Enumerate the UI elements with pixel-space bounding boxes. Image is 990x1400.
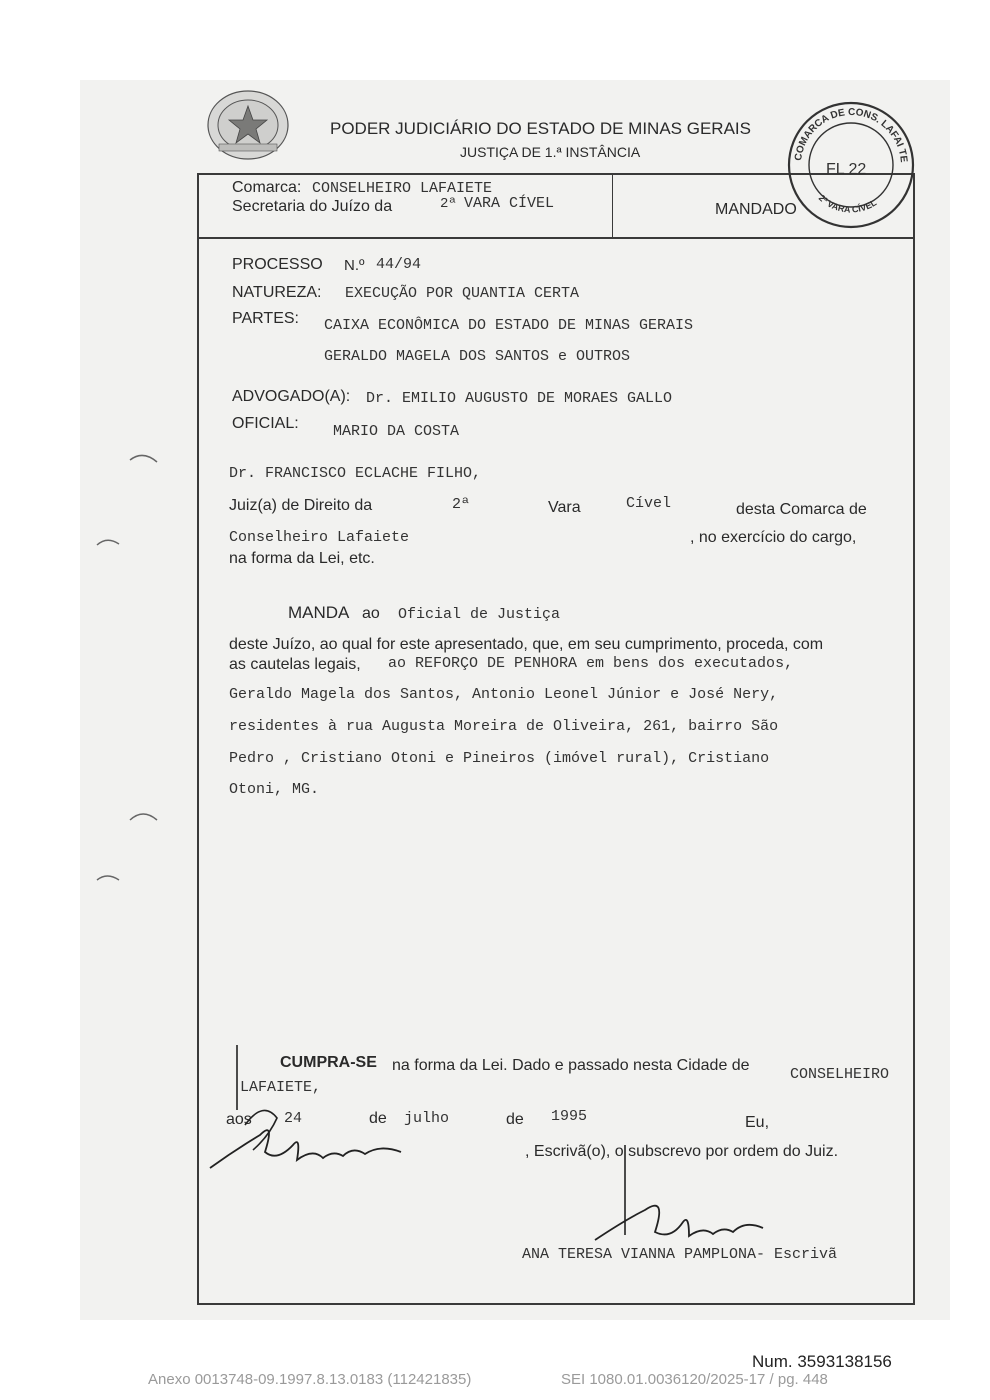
vara-label: Vara [548,499,581,516]
stamp-center: FL 22 [826,161,867,178]
header-subtitle: JUSTIÇA DE 1.ª INSTÂNCIA [460,144,641,160]
eu-label: Eu, [745,1114,770,1131]
month-value: julho [404,1110,450,1127]
manda-label: MANDA [288,603,350,622]
vara-num: 2ª [452,496,471,513]
frame-divider [197,237,915,239]
body-line-e: Pedro , Cristiano Otoni e Pineiros (imóvel rural), Cristiano [229,750,770,767]
doc-type: MANDADO [715,201,797,218]
signature-mark-icon [205,1040,415,1180]
advogado-value: Dr. EMILIO AUGUSTO DE MORAES GALLO [366,390,673,407]
escriva-text: , Escrivã(o), o subscrevo por ordem do Juiz. [525,1143,839,1160]
processo-value: 44/94 [376,256,422,273]
juiz-label: Juiz(a) de Direito da [229,497,373,514]
cumpra-text: na forma da Lei. Dado e passado nesta Cidade de [392,1057,750,1074]
header-title: PODER JUDICIÁRIO DO ESTADO DE MINAS GERAIS [330,119,751,138]
svg-text:2ª VARA CÍVEL [817,193,879,215]
frame-vertical-divider [612,173,613,237]
forma-lei-text: na forma da Lei, etc. [229,550,375,567]
punch-marks-icon [95,440,165,910]
secretaria-value: VARA CÍVEL [464,195,555,212]
advogado-label: ADVOGADO(A): [232,388,351,405]
body-line-a: deste Juízo, ao qual for este apresentado, que, em seu cumprimento, proceda, com [229,636,824,653]
footer-annex: Anexo 0013748-09.1997.8.13.0183 (112421835) [148,1371,472,1388]
oficial-value: MARIO DA COSTA [333,423,460,440]
cumpra-label: CUMPRA-SE [280,1054,377,1071]
secretaria-label: Secretaria do Juízo da [232,198,393,215]
aos-label: aos [226,1111,252,1128]
year-value: 1995 [551,1108,588,1125]
parte-1: CAIXA ECONÔMICA DO ESTADO DE MINAS GERAIS [324,317,694,334]
natureza-label: NATUREZA: [232,284,322,301]
comarca-label: Comarca: [232,179,302,196]
signature-mark-icon [585,1140,775,1255]
secretaria-num: 2ª [440,196,457,212]
manda-oficial: Oficial de Justiça [398,606,561,623]
natureza-value: EXECUÇÃO POR QUANTIA CERTA [345,285,580,302]
stamp-seal-icon [784,98,918,232]
stamp-ring-bottom: 2ª VARA CÍVEL [816,192,879,215]
comarca-value: CONSELHEIRO LAFAIETE [312,180,493,197]
body-line-f: Otoni, MG. [229,781,320,798]
comarca-city: Conselheiro Lafaiete [229,529,410,546]
coat-of-arms-icon [205,88,291,162]
escriva-name: ANA TERESA VIANNA PAMPLONA- Escrivã [522,1246,838,1263]
comarca-de: desta Comarca de [736,501,867,518]
processo-label: PROCESSO [232,256,323,273]
body-line-c: Geraldo Magela dos Santos, Antonio Leonel Júnior e José Nery, [229,686,779,703]
oficial-label: OFICIAL: [232,415,299,432]
body-line-d: residentes à rua Augusta Moreira de Oliveira, 261, bairro São [229,718,779,735]
parte-2: GERALDO MAGELA DOS SANTOS e OUTROS [324,348,631,365]
day-value: 24 [284,1110,303,1127]
exercicio-text: , no exercício do cargo, [690,529,857,546]
partes-label: PARTES: [232,310,299,327]
judge-name: Dr. FRANCISCO ECLACHE FILHO, [229,465,482,482]
footer-sei: SEI 1080.01.0036120/2025-17 / pg. 448 [561,1371,828,1388]
footer-num: Num. 3593138156 [752,1352,892,1371]
cidade-b: LAFAIETE, [240,1079,322,1096]
stamp-ring-top: COMARCA DE CONS. LAFAI TE [793,106,910,163]
body-line-b-typed: ao REFORÇO DE PENHORA em bens dos executados, [388,655,794,672]
body-line-b-printed: as cautelas legais, [229,656,361,673]
de-2: de [506,1111,524,1128]
manda-ao: ao [362,605,380,622]
de-1: de [369,1110,387,1127]
vara-type: Cível [626,495,672,512]
processo-num-label: N.º [344,257,365,274]
cidade-a: CONSELHEIRO [790,1066,890,1083]
